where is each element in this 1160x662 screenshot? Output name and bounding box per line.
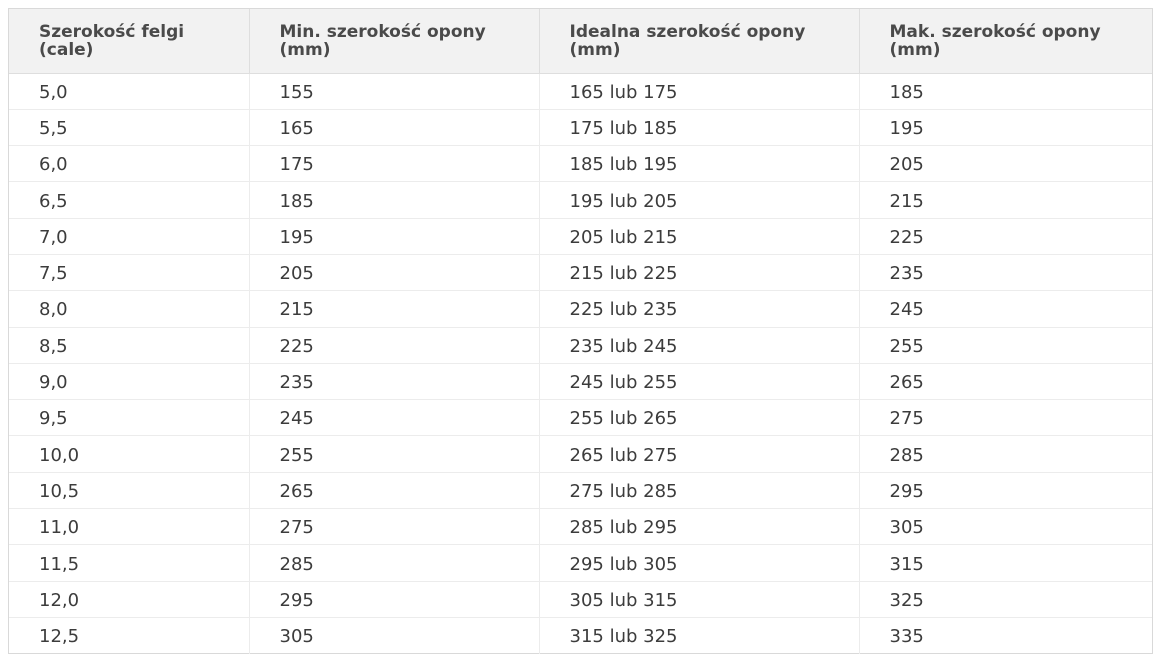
cell-rim-width: 12,0	[9, 581, 249, 617]
header-min-tire-width: Min. szerokość opony (mm)	[249, 9, 539, 73]
cell-max-tire-width: 295	[859, 472, 1152, 508]
cell-rim-width: 11,5	[9, 545, 249, 581]
cell-rim-width: 7,0	[9, 218, 249, 254]
cell-min-tire-width: 285	[249, 545, 539, 581]
cell-ideal-tire-width: 295 lub 305	[539, 545, 859, 581]
cell-max-tire-width: 265	[859, 363, 1152, 399]
table-row	[9, 73, 1152, 109]
table-row	[9, 472, 1152, 508]
table-row	[9, 254, 1152, 290]
cell-ideal-tire-width: 285 lub 295	[539, 509, 859, 545]
cell-ideal-tire-width: 255 lub 265	[539, 400, 859, 436]
table-row	[9, 545, 1152, 581]
cell-min-tire-width: 195	[249, 218, 539, 254]
cell-rim-width: 7,5	[9, 254, 249, 290]
cell-ideal-tire-width: 205 lub 215	[539, 218, 859, 254]
cell-rim-width: 12,5	[9, 617, 249, 653]
cell-min-tire-width: 165	[249, 109, 539, 145]
cell-min-tire-width: 275	[249, 509, 539, 545]
cell-min-tire-width: 235	[249, 363, 539, 399]
cell-max-tire-width: 205	[859, 146, 1152, 182]
cell-ideal-tire-width: 175 lub 185	[539, 109, 859, 145]
header-ideal-tire-width: Idealna szerokość opony (mm)	[539, 9, 859, 73]
cell-rim-width: 5,5	[9, 109, 249, 145]
cell-ideal-tire-width: 245 lub 255	[539, 363, 859, 399]
cell-rim-width: 11,0	[9, 509, 249, 545]
table-row	[9, 581, 1152, 617]
cell-max-tire-width: 245	[859, 291, 1152, 327]
cell-max-tire-width: 325	[859, 581, 1152, 617]
cell-max-tire-width: 185	[859, 73, 1152, 109]
cell-rim-width: 8,5	[9, 327, 249, 363]
table-row	[9, 182, 1152, 218]
table-row	[9, 109, 1152, 145]
cell-rim-width: 6,5	[9, 182, 249, 218]
cell-rim-width: 8,0	[9, 291, 249, 327]
table-row	[9, 363, 1152, 399]
cell-rim-width: 10,0	[9, 436, 249, 472]
cell-rim-width: 6,0	[9, 146, 249, 182]
cell-min-tire-width: 265	[249, 472, 539, 508]
cell-min-tire-width: 185	[249, 182, 539, 218]
cell-min-tire-width: 155	[249, 73, 539, 109]
tire-width-table-container	[8, 8, 1153, 654]
cell-ideal-tire-width: 195 lub 205	[539, 182, 859, 218]
table-row	[9, 327, 1152, 363]
header-rim-width: Szerokość felgi (cale)	[9, 9, 249, 73]
table-row	[9, 617, 1152, 653]
cell-max-tire-width: 275	[859, 400, 1152, 436]
header-max-tire-width: Mak. szerokość opony (mm)	[859, 9, 1152, 73]
cell-min-tire-width: 225	[249, 327, 539, 363]
table-body	[9, 73, 1152, 654]
cell-max-tire-width: 335	[889, 626, 924, 648]
cell-min-tire-width: 205	[249, 254, 539, 290]
cell-ideal-tire-width: 165 lub 175	[539, 73, 859, 109]
cell-max-tire-width: 225	[859, 218, 1152, 254]
cell-max-tire-width: 285	[859, 436, 1152, 472]
cell-max-tire-width: 255	[859, 327, 1152, 363]
cell-rim-width: 9,5	[9, 400, 249, 436]
cell-ideal-tire-width: 275 lub 285	[539, 472, 859, 508]
cell-ideal-tire-width: 235 lub 245	[539, 327, 859, 363]
cell-ideal-tire-width: 185 lub 195	[539, 146, 859, 182]
cell-min-tire-width: 295	[249, 581, 539, 617]
cell-min-tire-width: 245	[249, 400, 539, 436]
table-row	[9, 400, 1152, 436]
cell-min-tire-width: 175	[249, 146, 539, 182]
cell-max-tire-width: 215	[859, 182, 1152, 218]
cell-ideal-tire-width: 265 lub 275	[539, 436, 859, 472]
cell-ideal-tire-width: 215 lub 225	[539, 254, 859, 290]
cell-max-tire-width: 195	[859, 109, 1152, 145]
table-row	[9, 509, 1152, 545]
tire-width-table	[9, 9, 1152, 654]
cell-min-tire-width: 215	[249, 291, 539, 327]
table-header	[9, 9, 1152, 73]
table-row	[9, 436, 1152, 472]
cell-min-tire-width: 305	[249, 617, 539, 653]
cell-ideal-tire-width: 305 lub 315	[539, 581, 859, 617]
table-row	[9, 218, 1152, 254]
cell-rim-width: 9,0	[9, 363, 249, 399]
cell-rim-width: 10,5	[9, 472, 249, 508]
cell-ideal-tire-width: 315 lub 325	[539, 617, 859, 653]
cell-max-tire-width: 315	[859, 545, 1152, 581]
cell-max-tire-width: 305	[859, 509, 1152, 545]
table-row	[9, 291, 1152, 327]
cell-min-tire-width: 255	[249, 436, 539, 472]
cell-rim-width: 5,0	[9, 73, 249, 109]
table-row	[9, 146, 1152, 182]
cell-max-tire-width: 235	[859, 254, 1152, 290]
cell-ideal-tire-width: 225 lub 235	[539, 291, 859, 327]
header-row	[9, 9, 1152, 73]
